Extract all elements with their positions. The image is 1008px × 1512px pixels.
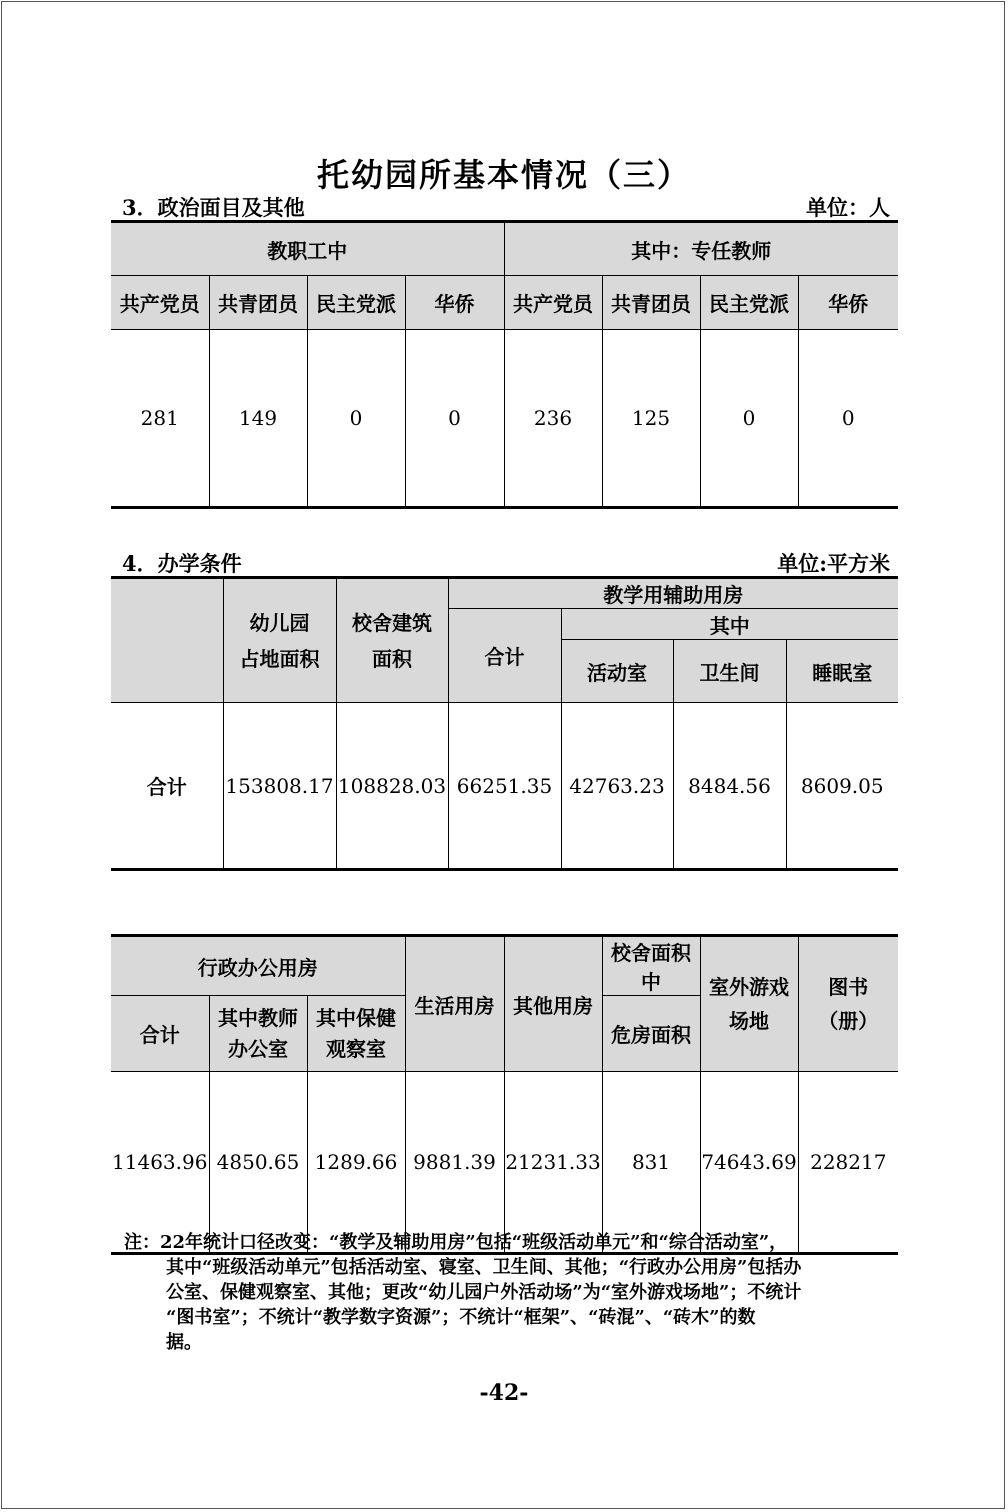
section4-unit: 单位:平方米 — [777, 551, 890, 576]
value-cell: 66251.35 — [448, 703, 561, 870]
col-header: 民主党派 — [700, 276, 798, 330]
admin-total-header: 合计 — [111, 996, 209, 1072]
col-header: 共青团员 — [602, 276, 700, 330]
health-room-header: 其中保健 观察室 — [307, 996, 405, 1072]
teacher-office-header: 其中教师 办公室 — [209, 996, 307, 1072]
value-cell: 108828.03 — [336, 703, 448, 870]
living-header: 生活用房 — [405, 936, 504, 1072]
value-cell: 228217 — [798, 1072, 898, 1254]
value-cell: 0 — [405, 330, 504, 508]
col-header: 华侨 — [405, 276, 504, 330]
col-header: 共青团员 — [209, 276, 307, 330]
section4-heading: 4．办学条件 — [122, 551, 242, 576]
section3-heading: 3．政治面目及其他 — [122, 195, 305, 220]
value-cell: 8609.05 — [786, 703, 898, 870]
footnote-line: 据。 — [166, 1332, 202, 1353]
col-header: 共产党员 — [504, 276, 602, 330]
footnote-line: 其中“班级活动单元”包括活动室、寝室、卫生间、其他；“行政办公用房”包括办 — [166, 1257, 802, 1278]
col-header: 共产党员 — [111, 276, 209, 330]
section3-heading-row — [122, 192, 890, 222]
group-header-staff: 教职工中 — [111, 222, 504, 276]
row-label: 合计 — [111, 703, 223, 870]
value-cell: 281 — [111, 330, 209, 508]
blank-header — [111, 578, 223, 703]
value-cell: 21231.33 — [504, 1072, 602, 1254]
footnote-line: 公室、保健观察室、其他；更改“幼儿园户外活动场”为“室外游戏场地”；不统计 — [166, 1282, 802, 1303]
value-cell: 0 — [307, 330, 405, 508]
value-cell: 8484.56 — [673, 703, 786, 870]
value-cell: 125 — [602, 330, 700, 508]
conditions-table — [111, 576, 898, 871]
footnote-line: 注：22年统计口径改变：“教学及辅助用房”包括“班级活动单元”和“综合活动室”， — [124, 1232, 788, 1253]
of-which-header: 其中 — [561, 609, 898, 640]
activity-room-header: 活动室 — [561, 640, 673, 703]
outdoor-header: 室外游戏 场地 — [700, 936, 798, 1072]
political-table — [111, 220, 898, 509]
group-header-teachers: 其中：专任教师 — [504, 222, 898, 276]
value-cell: 4850.65 — [209, 1072, 307, 1254]
footnote — [124, 1230, 910, 1355]
building-area-header: 校舍建筑 面积 — [336, 578, 448, 703]
land-area-header: 幼儿园 占地面积 — [223, 578, 336, 703]
building-of-which-header: 校舍面积中 — [602, 936, 700, 996]
value-cell: 0 — [798, 330, 898, 508]
books-header: 图书 （册） — [798, 936, 898, 1072]
section3-unit: 单位：人 — [806, 195, 890, 220]
admin-header: 行政办公用房 — [111, 936, 405, 996]
section4-heading-row — [122, 548, 890, 578]
toilet-header: 卫生间 — [673, 640, 786, 703]
footnote-line: “图书室”；不统计“教学数字资源”；不统计“框架”、“砖混”、“砖木”的数 — [166, 1307, 756, 1328]
value-cell: 0 — [700, 330, 798, 508]
value-cell: 11463.96 — [111, 1072, 209, 1254]
dangerous-area-header: 危房面积 — [602, 996, 700, 1072]
value-cell: 1289.66 — [307, 1072, 405, 1254]
teaching-total-header: 合计 — [448, 609, 561, 703]
col-header: 华侨 — [798, 276, 898, 330]
value-cell: 149 — [209, 330, 307, 508]
value-cell: 236 — [504, 330, 602, 508]
page-number: -42- — [479, 1380, 529, 1406]
other-header: 其他用房 — [504, 936, 602, 1072]
teaching-aux-header: 教学用辅助用房 — [448, 578, 898, 609]
value-cell: 42763.23 — [561, 703, 673, 870]
rooms-table — [111, 934, 898, 1255]
value-cell: 831 — [602, 1072, 700, 1254]
page-title: 托幼园所基本情况（三） — [316, 156, 691, 194]
value-cell: 9881.39 — [405, 1072, 504, 1254]
sleeping-room-header: 睡眠室 — [786, 640, 898, 703]
value-cell: 153808.17 — [223, 703, 336, 870]
col-header: 民主党派 — [307, 276, 405, 330]
value-cell: 74643.69 — [700, 1072, 798, 1254]
